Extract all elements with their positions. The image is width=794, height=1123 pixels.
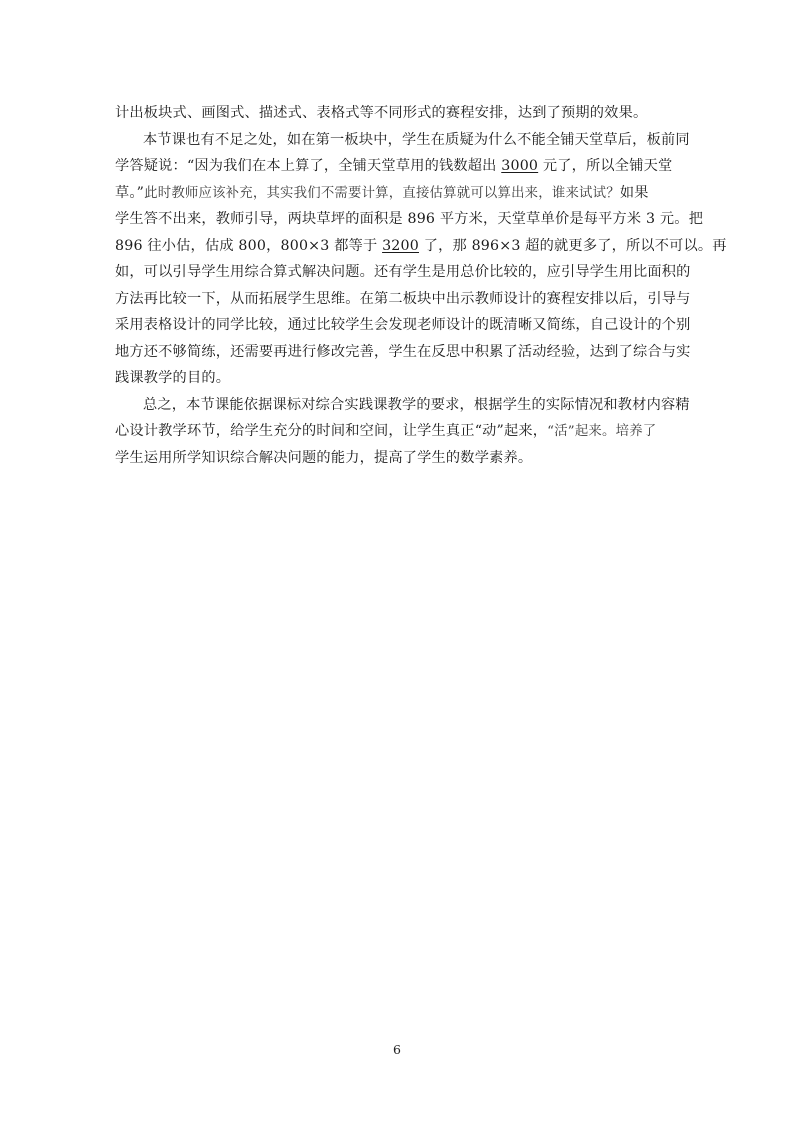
paragraph-3-line-1 <box>115 392 690 419</box>
paragraph-3-line-3 <box>115 445 680 472</box>
body-text <box>115 100 727 471</box>
paragraph-2-line-1 <box>115 127 690 154</box>
paragraph-3-line-2 <box>115 418 680 445</box>
paragraph-2-line-9 <box>115 339 691 366</box>
text-run: 学答疑说：“因为我们在本上算了，全铺天堂草用的钱数超出 <box>115 158 502 174</box>
paragraph-2-line-5 <box>115 233 727 260</box>
text-run: 学生运用所学知识综合解决问题的能力，提高了学生的数学素养。 <box>115 449 533 466</box>
text-run: 如果 <box>619 184 649 201</box>
text-run: 践课教学的目的。 <box>115 370 231 386</box>
paragraph-2-line-8 <box>115 312 691 339</box>
text-run: 地方还不够简练，还需要再进行修改完善，学生在反思中积累了活动经验，达到了综合与实 <box>115 343 691 360</box>
text-run: 元了，所以全铺天堂 <box>538 158 673 174</box>
page-number: 6 <box>393 1042 401 1057</box>
paragraph-2-line-10 <box>115 365 680 392</box>
paragraph-2-line-4 <box>115 206 704 233</box>
text-run: 总之，本节课能依据课标对综合实践课教学的要求，根据学生的实际情况和教材内容精 <box>143 396 690 413</box>
text-run-alt-font: 此时教师应该补充，其实我们不需要计算，直接估算就可以算出来，谁来试试？ <box>144 185 620 201</box>
text-run-alt-font: “活”起来。培养了 <box>547 424 657 439</box>
text-run: 本节课也有不足之处，如在第一板块中，学生在质疑为什么不能全铺天堂草后，板前同 <box>143 131 690 148</box>
text-run: 方法再比较一下，从而拓展学生思维。在第二板块中出示教师设计的赛程安排以后，引导与 <box>115 290 691 307</box>
text-run: 学生答不出来，教师引导，两块草坪的面积是 896 平方米，天堂草单价是每平方米 3 元。把 <box>115 211 704 227</box>
text-run: 心设计教学环节，给学生充分的时间和空间，让学生真正“动”起来， <box>115 423 548 439</box>
text-run: 计出板块式、画图式、描述式、表格式等不同形式的赛程安排，达到了预期的效果。 <box>115 105 648 121</box>
paragraph-2-line-2 <box>115 153 680 180</box>
text-run: 如，可以引导学生用综合算式解决问题。还有学生是用总价比较的，应引导学生用比面积的 <box>115 264 691 280</box>
underlined-amount: 3200 <box>382 237 419 254</box>
text-run: 采用表格设计的同学比较，通过比较学生会发现老师设计的既清晰又简练，自己设计的个别 <box>115 317 691 333</box>
underlined-amount: 3000 <box>501 158 539 174</box>
paragraph-1-line-1 <box>115 100 680 127</box>
text-run: 了，那 896×3 超的就更多了，所以不可以。再 <box>418 237 727 254</box>
paragraph-2-line-3 <box>115 180 680 207</box>
text-run: 草。” <box>115 184 145 201</box>
text-run: 896 往小估，估成 800，800×3 都等于 <box>115 237 383 254</box>
paragraph-2-line-6 <box>115 259 691 286</box>
paragraph-2-line-7 <box>115 286 691 313</box>
